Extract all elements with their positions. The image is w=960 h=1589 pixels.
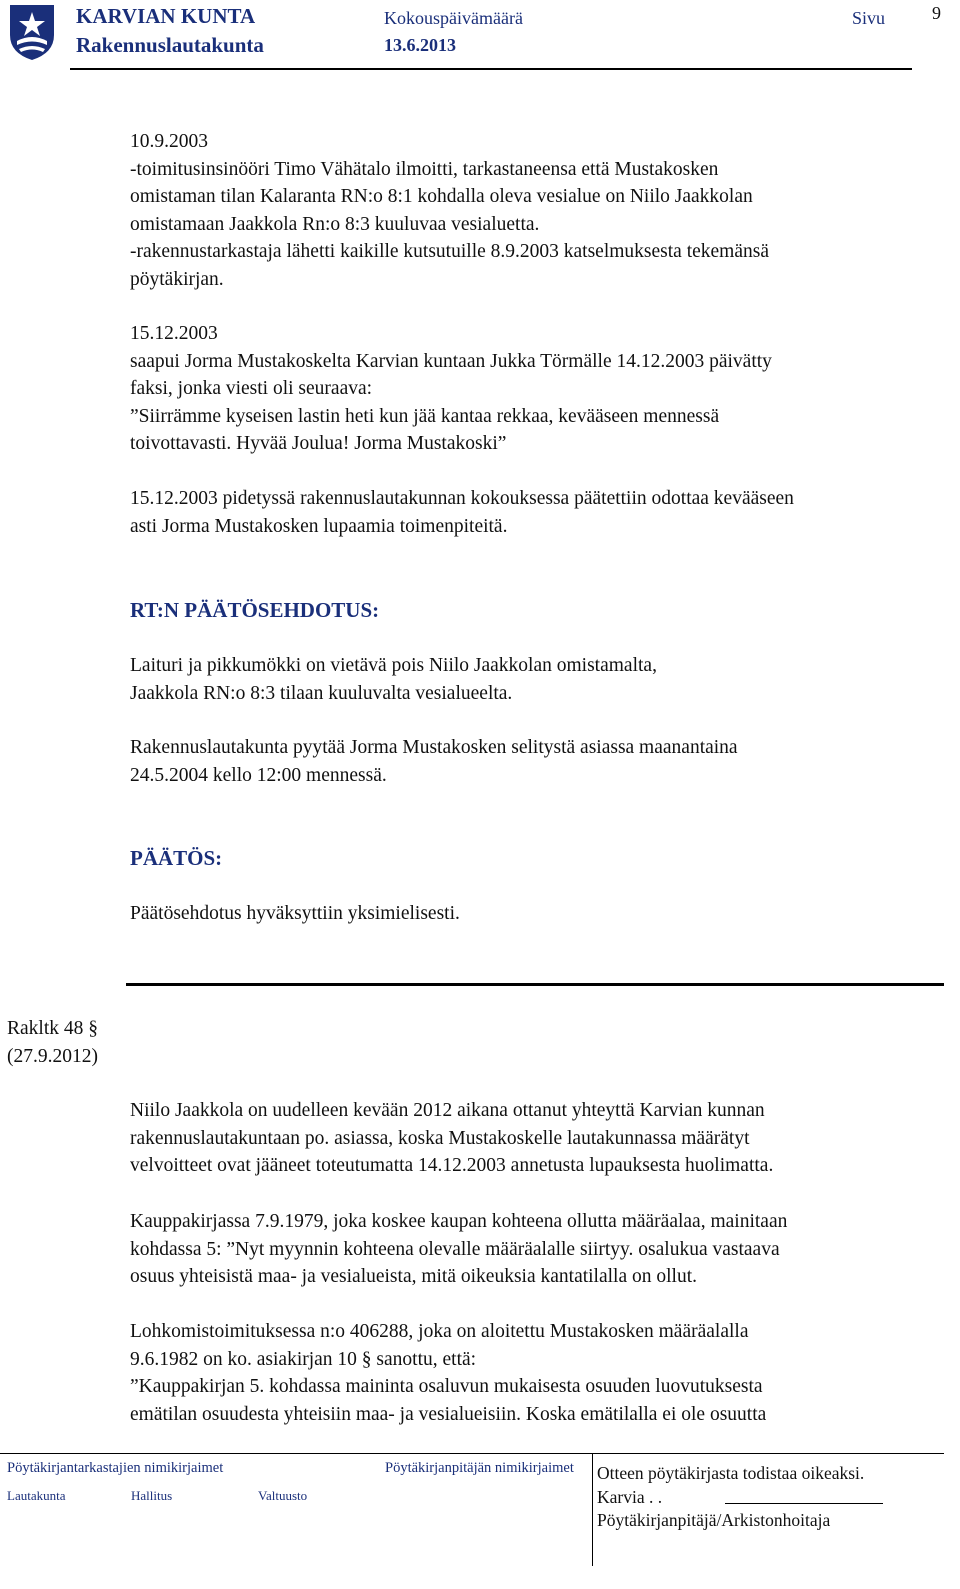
text-line: 15.12.2003 bbox=[130, 323, 218, 344]
text-line: ”Siirrämme kyseisen lastin heti kun jää kantaa rekkaa, kevääseen mennessä bbox=[130, 405, 720, 427]
certify-text: Otteen pöytäkirjasta todistaa oikeaksi. bbox=[597, 1463, 865, 1483]
text-line: 9.6.1982 on ko. asiakirjan 10 § sanottu, että: bbox=[130, 1348, 477, 1370]
side-ref-date: (27.9.2012) bbox=[7, 1045, 98, 1067]
side-ref-line: Rakltk 48 § bbox=[7, 1018, 98, 1039]
history-paragraph-2 bbox=[130, 320, 772, 458]
later-paragraph-1 bbox=[130, 1097, 773, 1180]
page-number: 9 bbox=[932, 3, 941, 23]
board-name: Rakennuslautakunta bbox=[76, 33, 264, 57]
secretary-initials-label: Pöytäkirjanpitäjän nimikirjaimet bbox=[385, 1460, 574, 1476]
text-line: ”Kauppakirjan 5. kohdassa maininta osaluvun mukaisesta osuuden luovutuksesta bbox=[130, 1376, 763, 1397]
text-line: kohdassa 5: ”Nyt myynnin kohteena olevalle määräalalle siirtyy. osalukua vastaava bbox=[130, 1238, 780, 1260]
header-rule bbox=[70, 68, 912, 70]
footer-vertical-rule bbox=[592, 1454, 593, 1566]
decision-text: Päätösehdotus hyväksyttiin yksimielisesti. bbox=[130, 903, 460, 924]
text-line: faksi, jonka viesti oli seuraava: bbox=[130, 378, 373, 399]
proposal-heading: RT:N PÄÄTÖSEHDOTUS: bbox=[130, 598, 380, 622]
signature-line bbox=[725, 1503, 883, 1504]
text-line: Niilo Jaakkola on uudelleen kevään 2012 aikana ottanut yhteyttä Karvian kunnan bbox=[130, 1100, 765, 1121]
org-name: KARVIAN KUNTA bbox=[76, 4, 256, 28]
proposal-paragraph-2 bbox=[130, 734, 738, 789]
date-label: Kokouspäivämäärä bbox=[384, 8, 523, 28]
history-paragraph-3 bbox=[130, 485, 794, 540]
place-date: Karvia . . bbox=[597, 1487, 663, 1507]
footer-body-hallitus: Hallitus bbox=[131, 1488, 173, 1503]
later-paragraph-3 bbox=[130, 1318, 766, 1428]
text-line: 10.9.2003 bbox=[130, 131, 208, 152]
text-line: -toimitusinsinööri Timo Vähätalo ilmoitti, tarkastaneensa että Mustakosken bbox=[130, 158, 719, 180]
text-line: Kauppakirjassa 7.9.1979, joka koskee kaupan kohteena ollutta määräalaa, mainitaan bbox=[130, 1211, 788, 1232]
text-line: omistamaan Jaakkola Rn:o 8:3 kuuluvaa vesialuetta. bbox=[130, 213, 540, 235]
text-line: Lohkomistoimituksessa n:o 406288, joka on aloitettu Mustakosken määräalalla bbox=[130, 1321, 749, 1342]
inspectors-initials-label: Pöytäkirjantarkastajien nimikirjaimet bbox=[7, 1460, 224, 1476]
text-line: omistaman tilan Kalaranta RN:o 8:1 kohdalla oleva vesialue on Niilo Jaakkolan bbox=[130, 186, 753, 207]
text-line: toivottavasti. Hyvää Joulua! Jorma Mustakoski” bbox=[130, 433, 507, 454]
text-line: Jaakkola RN:o 8:3 tilaan kuuluvalta vesialueelta. bbox=[130, 682, 513, 704]
footer-body-lautakunta: Lautakunta bbox=[7, 1488, 66, 1503]
meeting-date: 13.6.2013 bbox=[384, 35, 456, 55]
text-line: osuus yhteisistä maa- ja vesialueista, mitä oikeuksia kantatilalla on ollut. bbox=[130, 1266, 697, 1287]
text-line: emätilan osuudesta yhteisiin maa- ja vesialueisiin. Koska emätilalla ei ole osuutta bbox=[130, 1403, 767, 1425]
history-paragraph-1 bbox=[130, 128, 769, 293]
proposal-paragraph-1 bbox=[130, 652, 657, 707]
decision-heading: PÄÄTÖS: bbox=[130, 846, 223, 870]
text-line: 24.5.2004 kello 12:00 mennessä. bbox=[130, 764, 387, 786]
section-divider bbox=[126, 983, 944, 986]
footer-rule bbox=[0, 1453, 944, 1454]
page-label: Sivu bbox=[852, 8, 886, 28]
later-paragraph-2 bbox=[130, 1208, 787, 1291]
municipal-coat-of-arms-icon bbox=[7, 3, 57, 61]
text-line: Laituri ja pikkumökki on vietävä pois Niilo Jaakkolan omistamalta, bbox=[130, 655, 657, 676]
signer-title: Pöytäkirjanpitäjä/Arkistonhoitaja bbox=[597, 1510, 831, 1530]
text-line: velvoitteet ovat jääneet toteutumatta 14.12.2003 annetusta lupauksesta huolimatta. bbox=[130, 1155, 774, 1176]
text-line: saapui Jorma Mustakoskelta Karvian kuntaan Jukka Törmälle 14.12.2003 päivätty bbox=[130, 350, 772, 372]
side-reference bbox=[7, 1015, 98, 1070]
text-line: -rakennustarkastaja lähetti kaikille kutsutuille 8.9.2003 katselmuksesta tekemänsä bbox=[130, 241, 769, 262]
text-line: pöytäkirjan. bbox=[130, 268, 224, 290]
text-line: asti Jorma Mustakosken lupaamia toimenpiteitä. bbox=[130, 515, 508, 537]
text-line: Rakennuslautakunta pyytää Jorma Mustakosken selitystä asiassa maanantaina bbox=[130, 737, 738, 758]
text-line: rakennuslautakuntaan po. asiassa, koska Mustakoskelle lautakunnassa määrätyt bbox=[130, 1127, 750, 1149]
text-line: 15.12.2003 pidetyssä rakennuslautakunnan kokouksessa päätettiin odottaa kevääseen bbox=[130, 488, 794, 509]
footer-body-valtuusto: Valtuusto bbox=[258, 1488, 308, 1503]
